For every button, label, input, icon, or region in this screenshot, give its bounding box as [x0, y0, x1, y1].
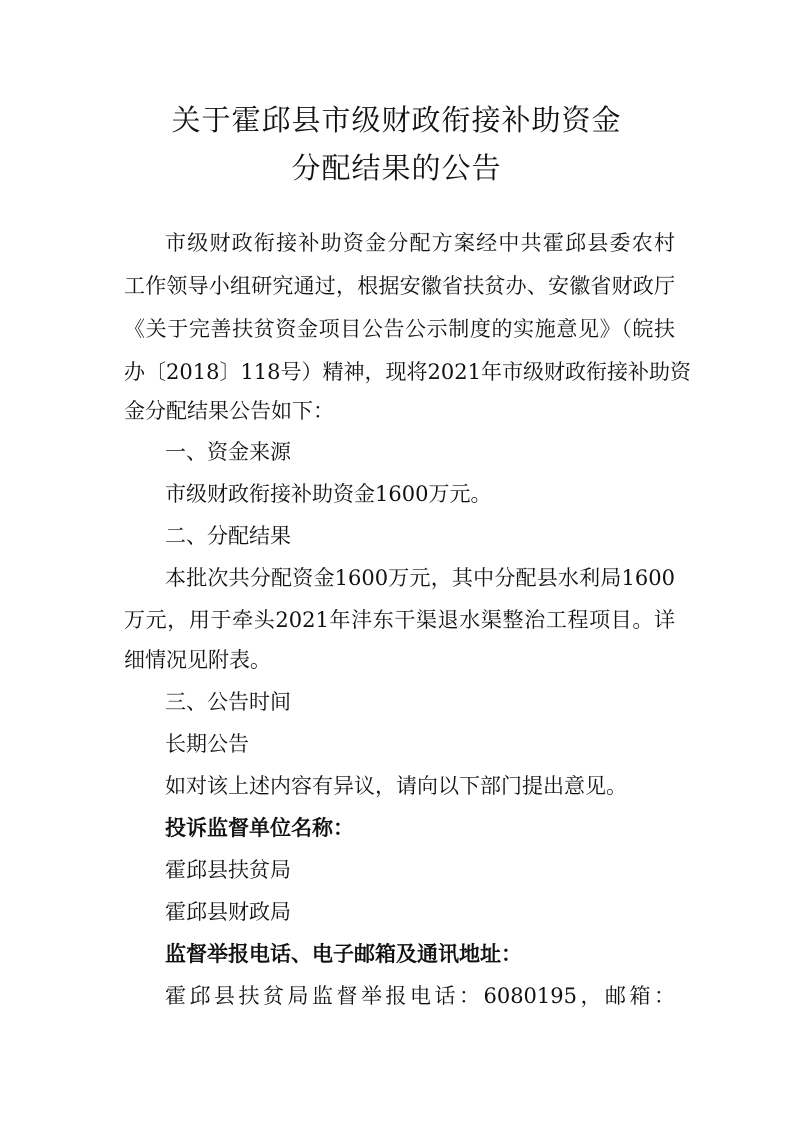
intro-line-2: 工作领导小组研究通过，根据安徽省扶贫办、安徽省财政厅 [124, 274, 675, 298]
complaint-unit-2: 霍邱县财政局 [165, 900, 291, 924]
section-2-line-2: 万元，用于牵头2021年沣东干渠退水渠整治工程项目。详 [124, 608, 675, 632]
section-2-heading: 二、分配结果 [165, 524, 291, 548]
section-2-line-3: 细情况见附表。 [124, 648, 271, 672]
contact-line-1: 霍邱县扶贫局监督举报电话：6080195，邮箱： [165, 984, 675, 1008]
complaint-unit-1: 霍邱县扶贫局 [165, 858, 291, 882]
section-3-heading: 三、公告时间 [165, 690, 291, 714]
contact-heading: 监督举报电话、电子邮箱及通讯地址： [165, 941, 522, 966]
section-3-text-2: 如对该上述内容有异议，请向以下部门提出意见。 [165, 774, 627, 798]
section-1-heading: 一、资金来源 [165, 440, 291, 464]
intro-line-4: 办〔2018〕118号）精神，现将2021年市级财政衔接补助资 [124, 360, 691, 384]
document-title-line-1: 关于霍邱县市级财政衔接补助资金 [171, 103, 622, 137]
document-title-line-2: 分配结果的公告 [291, 151, 502, 185]
section-3-text-1: 长期公告 [165, 732, 249, 756]
intro-line-3: 《关于完善扶贫资金项目公告公示制度的实施意见》（皖扶 [124, 317, 675, 341]
section-2-line-1: 本批次共分配资金1600万元，其中分配县水利局1600 [165, 566, 675, 590]
section-1-text: 市级财政衔接补助资金1600万元。 [165, 482, 492, 506]
complaint-heading: 投诉监督单位名称： [165, 815, 354, 840]
intro-line-1: 市级财政衔接补助资金分配方案经中共霍邱县委农村 [165, 231, 675, 255]
intro-line-5: 金分配结果公告如下： [124, 399, 334, 423]
